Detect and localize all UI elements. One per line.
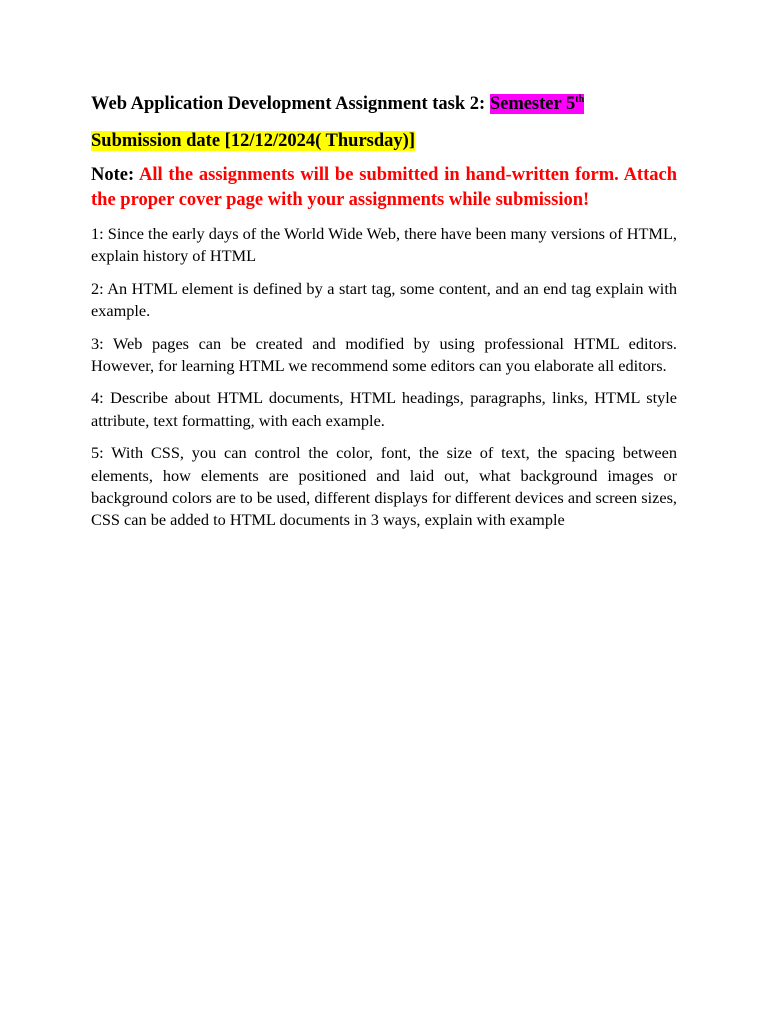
semester-highlight bbox=[490, 94, 584, 114]
document-title bbox=[91, 90, 677, 118]
submission-date bbox=[91, 127, 677, 155]
question-3: 3: Web pages can be created and modified by using professional HTML editors. However, for learning HTML we recommend some editors can you elaborate all editors. bbox=[91, 333, 677, 376]
note-paragraph bbox=[91, 163, 677, 213]
title-prefix: Web Application Development Assignment task 2: bbox=[91, 94, 490, 114]
question-5: 5: With CSS, you can control the color, font, the size of text, the spacing between elements, how elements are positioned and laid out, what background images or background colors are to be used, different displays for different devices and screen sizes, CSS can be added to HTML documents in 3 ways, explain with example bbox=[91, 443, 677, 530]
submission-highlight: Submission date [12/12/2024( Thursday)] bbox=[91, 131, 415, 151]
semester-superscript: th bbox=[575, 93, 585, 105]
note-label: Note: bbox=[91, 165, 139, 185]
semester-label: Semester 5 bbox=[489, 94, 576, 114]
document-page bbox=[91, 90, 677, 532]
question-1: 1: Since the early days of the World Wide Web, there have been many versions of HTML, explain history of HTML bbox=[91, 224, 677, 266]
note-text: All the assignments will be submitted in hand-written form. Attach the proper cover page with your assignments while submission! bbox=[91, 165, 677, 210]
question-2: 2: An HTML element is defined by a start tag, some content, and an end tag explain with example. bbox=[91, 278, 677, 321]
question-4: 4: Describe about HTML documents, HTML headings, paragraphs, links, HTML style attribute, text formatting, with each example. bbox=[91, 388, 677, 430]
